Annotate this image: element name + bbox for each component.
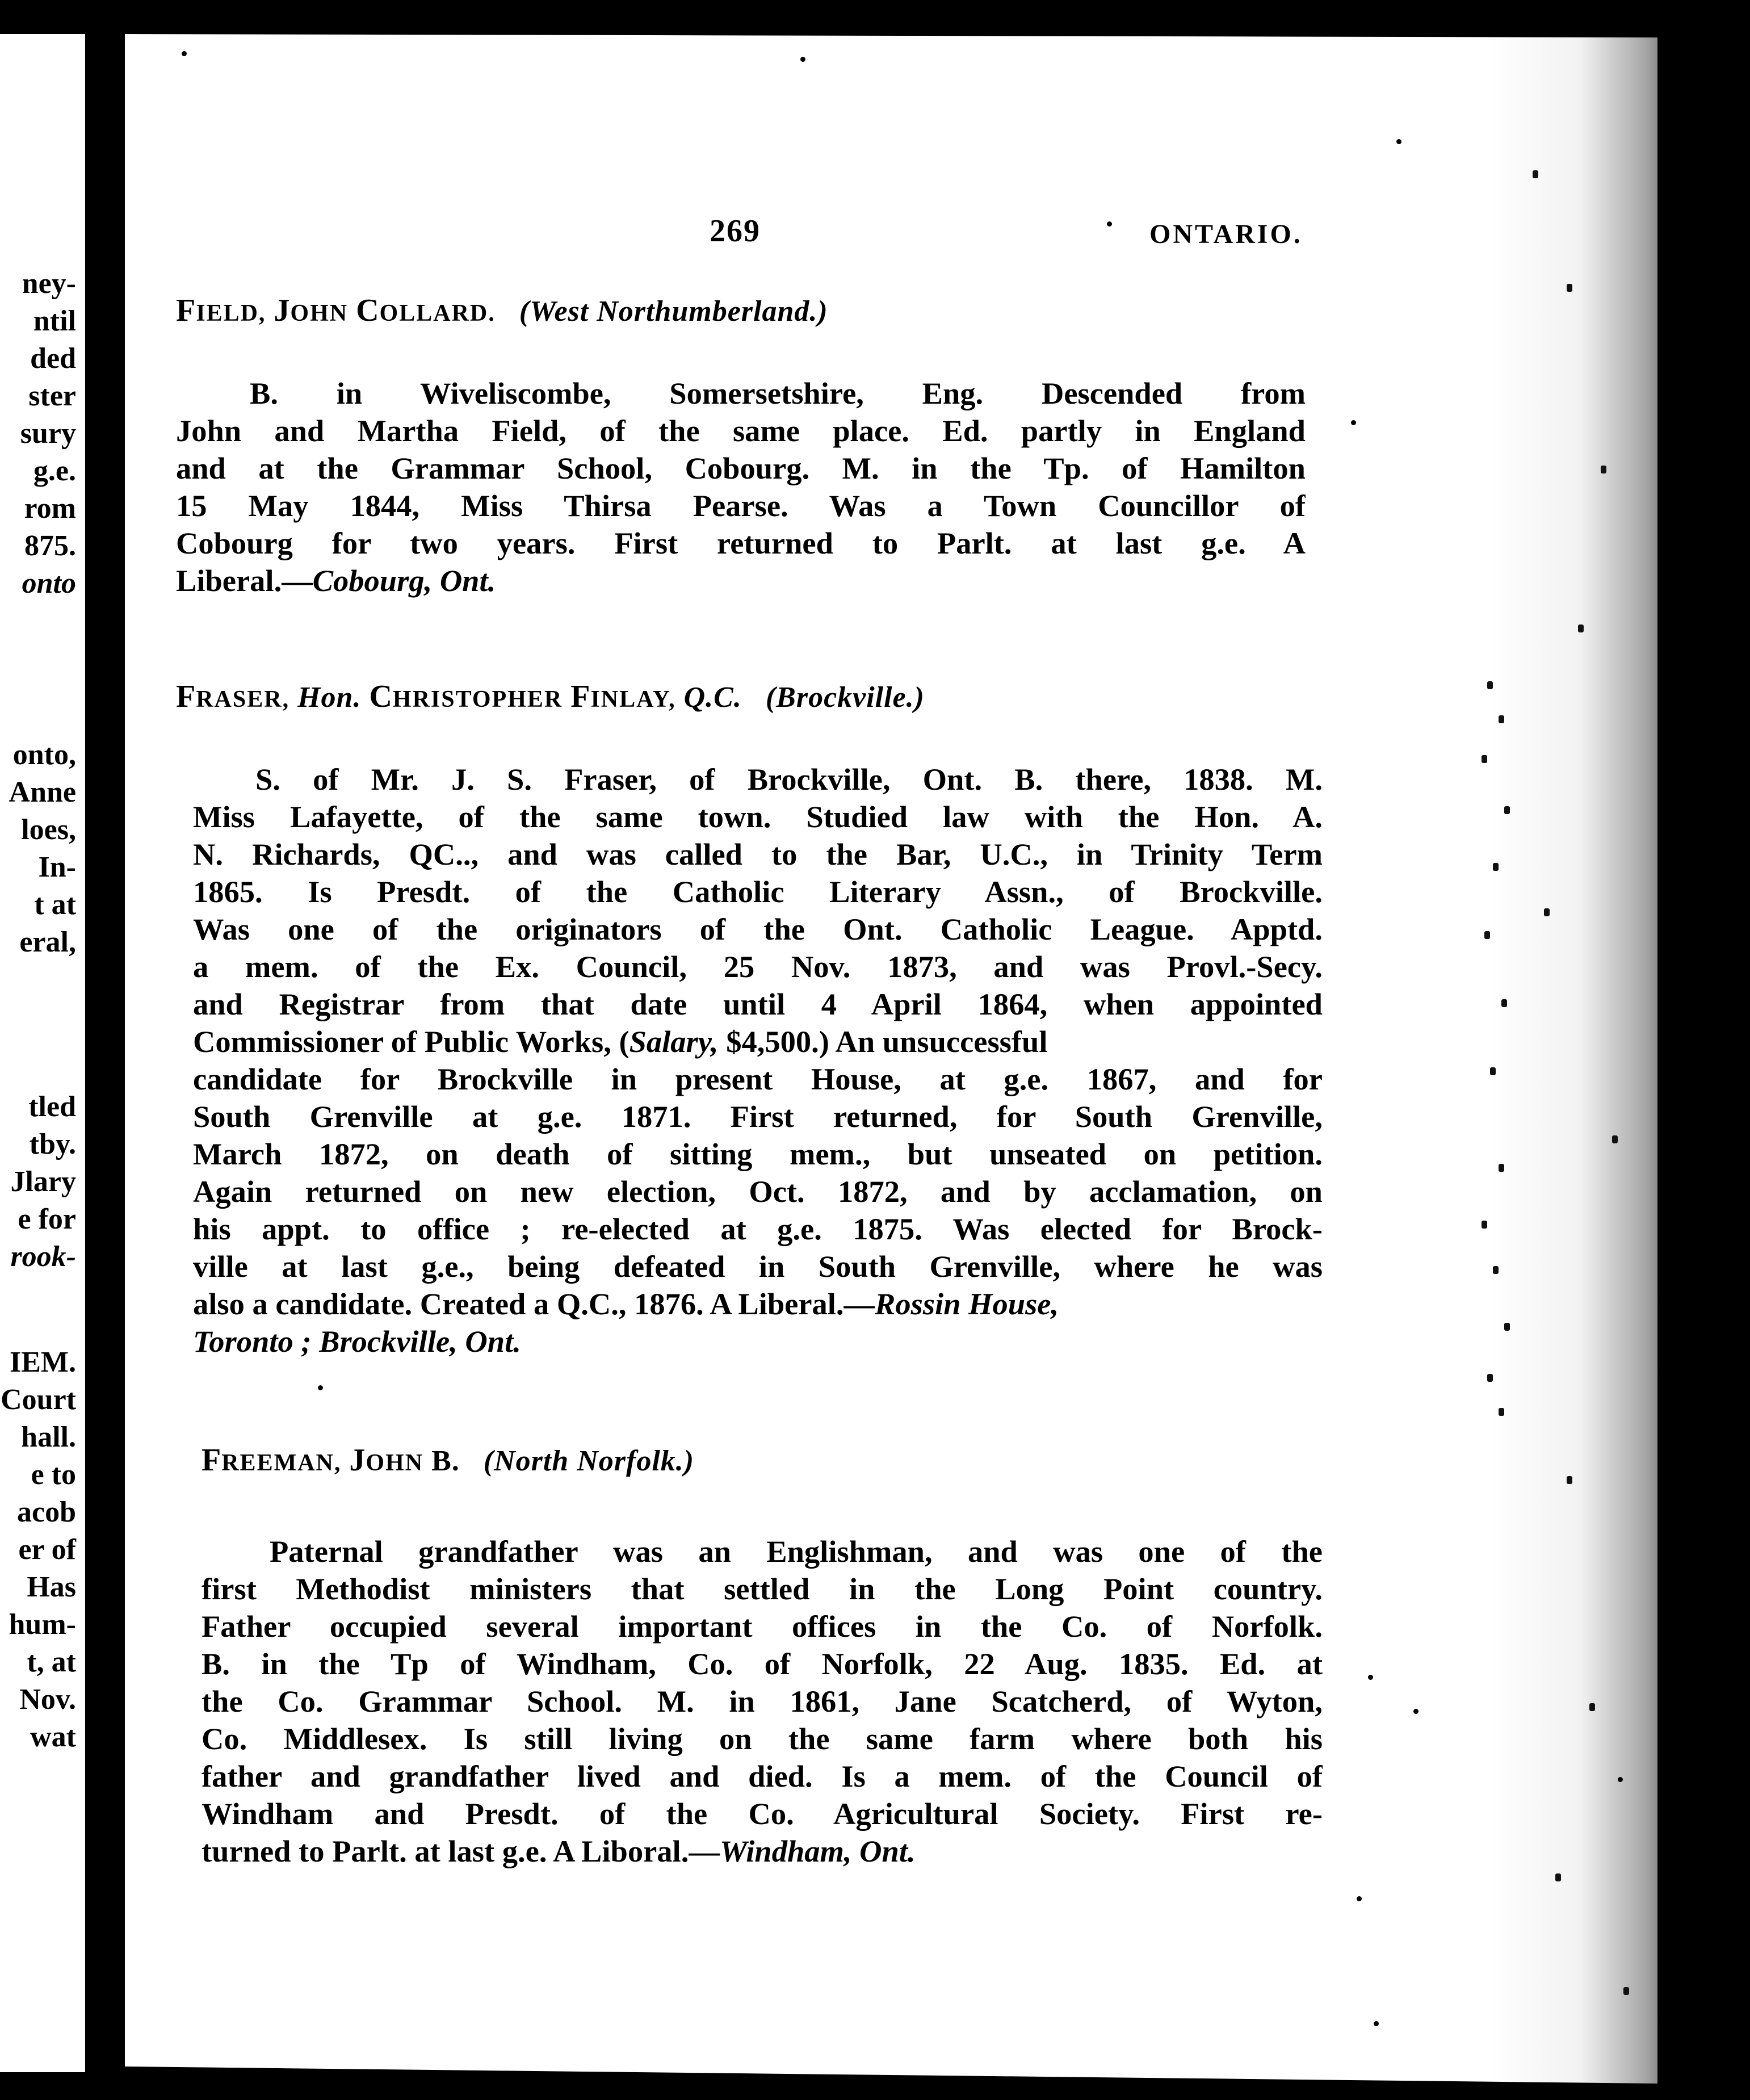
entry-paragraph	[202, 1533, 1323, 1870]
facing-page-text-fragment: rom	[24, 492, 76, 525]
scan-speck	[1482, 1221, 1487, 1229]
facing-page-text-fragment: eral,	[19, 926, 76, 958]
scan-dust	[1368, 1675, 1373, 1680]
paragraph-line	[193, 1285, 1323, 1323]
facing-page-text-fragment: onto,	[12, 739, 76, 771]
paragraph-line: B. in Wiveliscombe, Somersetshire, Eng. Descended from	[250, 376, 1306, 410]
scan-speck	[1493, 1266, 1499, 1274]
paragraph-line: John and Martha Field, of the same place. Ed. partly in England	[176, 413, 1306, 448]
entry-heading	[202, 1442, 694, 1478]
line-plain: also a candidate. Created a Q.C., 1876. A Liberal.—	[193, 1286, 875, 1321]
scan-speck	[1533, 170, 1538, 178]
scan-speck	[1623, 1987, 1629, 1995]
scan-speck	[1567, 284, 1572, 292]
page-number: 269	[710, 213, 761, 249]
facing-page-text-fragment: ntil	[33, 305, 76, 337]
paragraph-line: father and grandfather lived and died. Is a mem. of the Council of	[202, 1759, 1323, 1793]
paragraph-line: Co. Middlesex. Is still living on the same farm where both his	[202, 1721, 1323, 1756]
scan-speck	[1490, 1067, 1496, 1075]
line-plain: Liberal.—	[176, 563, 313, 598]
scan-speck	[1555, 1873, 1561, 1881]
scan-speck	[1499, 1408, 1504, 1416]
scan-dust	[1396, 139, 1401, 144]
scan-dust	[182, 51, 187, 56]
paragraph-line	[176, 562, 1306, 600]
paragraph-line: Father occupied several important offices in the Co. of Norfolk.	[202, 1609, 1323, 1644]
heading-initial: F	[202, 1443, 222, 1478]
scan-speck	[1499, 715, 1504, 723]
line-italic-address: Toronto ; Brockville, Ont.	[193, 1324, 521, 1359]
entry-paragraph	[193, 761, 1323, 1360]
facing-page-text-fragment: ney-	[22, 267, 76, 300]
line-italic-address: Windham, Ont.	[719, 1834, 916, 1868]
heading-given-name: HRISTOPHER	[392, 686, 563, 712]
line-plain: Commissioner of Public Works, (	[193, 1024, 630, 1059]
facing-page-text-fragment: onto	[22, 567, 76, 600]
facing-page-text-fragment: g.e.	[33, 455, 76, 487]
paragraph-line: S. of Mr. J. S. Fraser, of Brockville, Ont. B. there, 1838. M.	[255, 762, 1323, 797]
facing-page-text-fragment: Anne	[9, 776, 76, 808]
heading-initial: F	[176, 293, 196, 328]
facing-page-text-fragment: tby.	[29, 1128, 76, 1160]
facing-page-text-fragment: hall.	[21, 1421, 76, 1453]
scan-speck	[1612, 1135, 1618, 1143]
facing-page-text-fragment: e for	[18, 1203, 76, 1235]
scan-speck	[1589, 1703, 1595, 1711]
scan-speck	[1601, 466, 1606, 473]
paragraph-line: Miss Lafayette, of the same town. Studied law with the Hon. A.	[193, 799, 1323, 834]
paragraph-line: a mem. of the Ex. Council, 25 Nov. 1873, and was Provl.-Secy.	[193, 949, 1323, 984]
scan-speck	[1493, 863, 1499, 871]
heading-honorific: Hon.	[297, 681, 362, 714]
heading-surname: REEMAN,	[221, 1450, 342, 1476]
facing-page-text-fragment: 875.	[24, 530, 76, 562]
facing-page-text-fragment: t, at	[27, 1646, 76, 1678]
paragraph-line: the Co. Grammar School. M. in 1861, Jane Scatcherd, of Wyton,	[202, 1684, 1323, 1718]
heading-constituency: (North Norfolk.)	[483, 1445, 695, 1477]
facing-page-text-fragment: sury	[20, 417, 76, 450]
facing-page-text-fragment: er of	[18, 1533, 76, 1566]
facing-page-text-fragment: In-	[38, 851, 76, 883]
scan-dust	[1351, 420, 1356, 425]
heading-given-name: OHN	[366, 1450, 424, 1476]
paragraph-line: 1865. Is Presdt. of the Catholic Literary Assn., of Brockville.	[193, 874, 1323, 909]
scan-speck	[1504, 806, 1510, 814]
scan-dust	[1107, 221, 1112, 227]
facing-page-text-fragment: Court	[1, 1384, 76, 1416]
scan-dust	[800, 57, 805, 62]
paragraph-line: and Registrar from that date until 4 April 1864, when appointed	[193, 987, 1323, 1021]
line-italic: Salary,	[629, 1024, 719, 1059]
paragraph-line: and at the Grammar School, Cobourg. M. in the Tp. of Hamilton	[176, 451, 1306, 485]
scan-speck	[1578, 624, 1584, 632]
heading-constituency: (Brockville.)	[765, 681, 925, 714]
paragraph-line: 15 May 1844, Miss Thirsa Pearse. Was a Town Councillor of	[176, 488, 1306, 523]
paragraph-line: Cobourg for two years. First returned to Parlt. at last g.e. A	[176, 526, 1306, 560]
scan-speck	[1504, 1323, 1510, 1331]
scan-dust	[1413, 1709, 1419, 1714]
scan-dust	[318, 1385, 323, 1390]
line-italic-address: Rossin House,	[875, 1286, 1059, 1321]
paragraph-line: B. in the Tp of Windham, Co. of Norfolk, 22 Aug. 1835. Ed. at	[202, 1646, 1323, 1681]
paragraph-line: Again returned on new election, Oct. 1872, and by acclamation, on	[193, 1174, 1323, 1209]
line-plain: turned to Parlt. at last g.e. A Liboral.—	[202, 1834, 720, 1868]
heading-initial: J	[349, 1443, 366, 1478]
line-plain: $4,500.) An unsuccessful	[718, 1024, 1048, 1059]
scan-speck	[1482, 755, 1487, 763]
scan-dust	[1618, 1777, 1623, 1782]
paragraph-line: March 1872, on death of sitting mem., but unseated on petition.	[193, 1137, 1323, 1171]
page-edge-shadow	[1489, 34, 1750, 2084]
paragraph-line	[202, 1833, 1323, 1870]
heading-constituency: (West Northumberland.)	[519, 295, 828, 328]
heading-middle-name: OLLARD.	[379, 300, 496, 326]
paragraph-line: ville at last g.e., being defeated in South Grenville, where he was	[193, 1249, 1323, 1284]
paragraph-line: Paternal grandfather was an Englishman, and was one of the	[270, 1534, 1323, 1569]
facing-page-text-fragment: ded	[30, 342, 76, 375]
entry-paragraph	[176, 375, 1306, 600]
heading-given-name: OHN	[290, 300, 349, 326]
paragraph-line	[193, 1023, 1323, 1061]
entry-heading	[176, 292, 828, 329]
facing-page-text-fragment: Has	[27, 1571, 76, 1603]
heading-initial: C	[369, 679, 393, 714]
facing-page-text-fragment: e to	[31, 1458, 76, 1491]
paragraph-line: South Grenville at g.e. 1871. First returned, for South Grenville,	[193, 1099, 1323, 1134]
heading-initial: F	[570, 679, 591, 714]
heading-title: Q.C.	[683, 681, 742, 714]
facing-page-text-fragment: tled	[28, 1091, 76, 1123]
scan-speck	[1501, 999, 1507, 1007]
facing-page-text-fragment: ster	[28, 380, 76, 412]
facing-page-text-fragment: t at	[34, 888, 76, 921]
facing-page-fragment	[0, 34, 85, 2072]
paragraph-line: Was one of the originators of the Ont. Catholic League. Apptd.	[193, 912, 1323, 946]
scan-speck	[1544, 908, 1550, 916]
scan-speck	[1484, 931, 1490, 939]
line-italic-address: Cobourg, Ont.	[312, 563, 496, 598]
facing-page-text-fragment: hum-	[9, 1608, 76, 1641]
facing-page-text-fragment: wat	[30, 1721, 76, 1753]
paragraph-line: first Methodist ministers that settled in the Long Point country.	[202, 1571, 1323, 1606]
facing-page-text-fragment: IEM.	[10, 1346, 76, 1378]
scan-dust	[1357, 1896, 1362, 1901]
running-head-section: ONTARIO.	[1149, 219, 1303, 249]
heading-initial: C	[356, 293, 380, 328]
scan-speck	[1567, 1476, 1572, 1484]
paragraph-line: N. Richards, QC.., and was called to the Bar, U.C., in Trinity Term	[193, 837, 1323, 871]
heading-surname: RASER,	[196, 686, 290, 712]
scan-speck	[1487, 681, 1493, 689]
heading-initial: F	[176, 679, 196, 714]
entry-heading	[176, 678, 925, 715]
facing-page-text-fragment: Nov.	[19, 1683, 76, 1716]
scan-dust	[1374, 2021, 1379, 2026]
paragraph-line: candidate for Brockville in present House, at g.e. 1867, and for	[193, 1062, 1323, 1096]
paragraph-line: his appt. to office ; re-elected at g.e. 1875. Was elected for Brock-	[193, 1212, 1323, 1246]
heading-initial: J	[274, 293, 291, 328]
heading-initial: B.	[431, 1445, 460, 1477]
paragraph-line: Windham and Presdt. of the Co. Agricultural Society. First re-	[202, 1796, 1323, 1831]
scan-speck	[1499, 1164, 1504, 1172]
facing-page-text-fragment: rook-	[10, 1240, 76, 1273]
heading-middle-name: INLAY,	[590, 686, 676, 712]
heading-surname: IELD,	[196, 300, 266, 326]
scan-speck	[1487, 1374, 1493, 1382]
facing-page-text-fragment: loes,	[21, 814, 76, 846]
facing-page-text-fragment: acob	[17, 1496, 76, 1528]
facing-page-text-fragment: Jlary	[10, 1166, 76, 1198]
